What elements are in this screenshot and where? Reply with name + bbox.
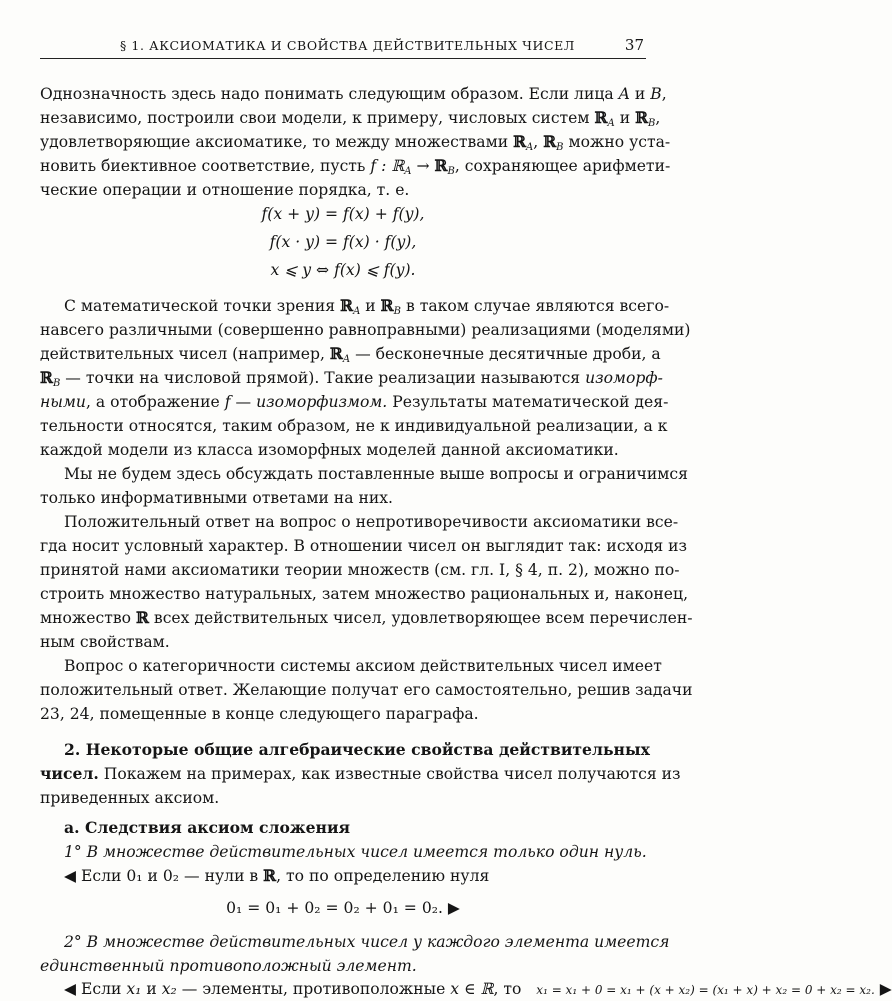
theorem-statement: единственный противоположный элемент. — [40, 957, 417, 975]
proof-end-icon: ▶ — [447, 899, 460, 917]
text-line: ческие операции и отношение порядка, т. е. — [40, 181, 410, 199]
equation: x ⩽ y ⇔ f(x) ⩽ f(y). — [270, 261, 416, 279]
text-line: 23, 24, помещенные в конце следующего параграфа. — [40, 705, 479, 723]
running-header — [40, 34, 646, 59]
text-line: принятой нами аксиоматики теории множеств (см. гл. I, § 4, п. 2), можно по- — [40, 561, 680, 579]
text-line: навсего различными (совершенно равноправными) реализациями (моделями) — [40, 321, 691, 339]
subsection-title: а. Следствия аксиом сложения — [64, 818, 351, 837]
text-line: чисел. Покажем на примерах, как известные свойства чисел получаются из — [40, 764, 681, 783]
text-line: Однозначность здесь надо понимать следующим образом. Если лица A и B, — [40, 85, 667, 103]
proof-start-icon: ◀ — [64, 867, 76, 885]
proof-line: ◀ Если x₁ и x₂ — элементы, противоположные x ∈ ℝ, то x₁ = x₁ + 0 = x₁ + (x + x₂) = (x₁ + x) + x₂ = 0 + x₂ = x₂. ▶ — [64, 980, 892, 998]
text-line: ными, а отображение f — изоморфизмом. Результаты математической дея- — [40, 393, 669, 411]
equation: f(x + y) = f(x) + f(y), — [261, 205, 425, 223]
text-line: каждой модели из класса изоморфных моделей данной аксиоматики. — [40, 441, 619, 459]
text-line: тельности относятся, таким образом, не к индивидуальной реализации, а к — [40, 417, 668, 435]
page-number: 37 — [624, 36, 644, 54]
text-line: множество ℝ всех действительных чисел, удовлетворяющее всем перечислен- — [40, 608, 693, 627]
text-line: приведенных аксиом. — [40, 789, 220, 807]
text-line: независимо, построили свои модели, к примеру, числовых систем ℝ$_A$ и ℝ$_B$, — [40, 108, 661, 129]
text-line: ℝ$_B$ — точки на числовой прямой). Такие реализации называются изоморф- — [40, 368, 663, 389]
proof-start-icon: ◀ — [64, 980, 76, 998]
equation: 0₁ = 0₁ + 0₂ = 0₂ + 0₁ = 0₂. ▶ — [226, 899, 460, 917]
text-line: положительный ответ. Желающие получат его самостоятельно, решив задачи — [40, 681, 693, 699]
text-line: строить множество натуральных, затем множество рациональных и, наконец, — [40, 585, 689, 603]
text-line: Вопрос о категоричности системы аксиом действительных чисел имеет — [64, 657, 662, 675]
theorem-statement: 1° В множестве действительных чисел имеется только один нуль. — [64, 843, 647, 861]
text-line: Положительный ответ на вопрос о непротиворечивости аксиоматики все- — [64, 513, 679, 531]
theorem-statement: 2° В множестве действительных чисел у каждого элемента имеется — [64, 933, 670, 951]
running-title: § 1. АКСИОМАТИКА И СВОЙСТВА ДЕЙСТВИТЕЛЬНЫХ ЧИСЕЛ — [120, 38, 575, 53]
text-line: ным свойствам. — [40, 633, 170, 651]
text-line: новить биективное соответствие, пусть f : ℝ$_A$ → ℝ$_B$, сохраняющее арифмети- — [40, 156, 671, 177]
proof-line: ◀ Если 0₁ и 0₂ — нули в ℝ, то по определению нуля — [64, 866, 490, 885]
text-line: действительных чисел (например, ℝ$_A$ — бесконечные десятичные дроби, а — [40, 344, 661, 365]
equation: f(x · y) = f(x) · f(y), — [269, 233, 417, 251]
text-line: гда носит условный характер. В отношении чисел он выглядит так: исходя из — [40, 537, 688, 555]
text-line: удовлетворяющие аксиоматике, то между множествами ℝ$_A$, ℝ$_B$ можно уста- — [40, 132, 671, 153]
section-title: 2. Некоторые общие алгебраические свойства действительных — [64, 740, 650, 759]
text-line: только информативными ответами на них. — [40, 489, 393, 507]
text-line: С математической точки зрения ℝ$_A$ и ℝ$_B$ в таком случае являются всего- — [64, 296, 670, 317]
text-line: Мы не будем здесь обсуждать поставленные выше вопросы и ограничимся — [64, 465, 688, 483]
